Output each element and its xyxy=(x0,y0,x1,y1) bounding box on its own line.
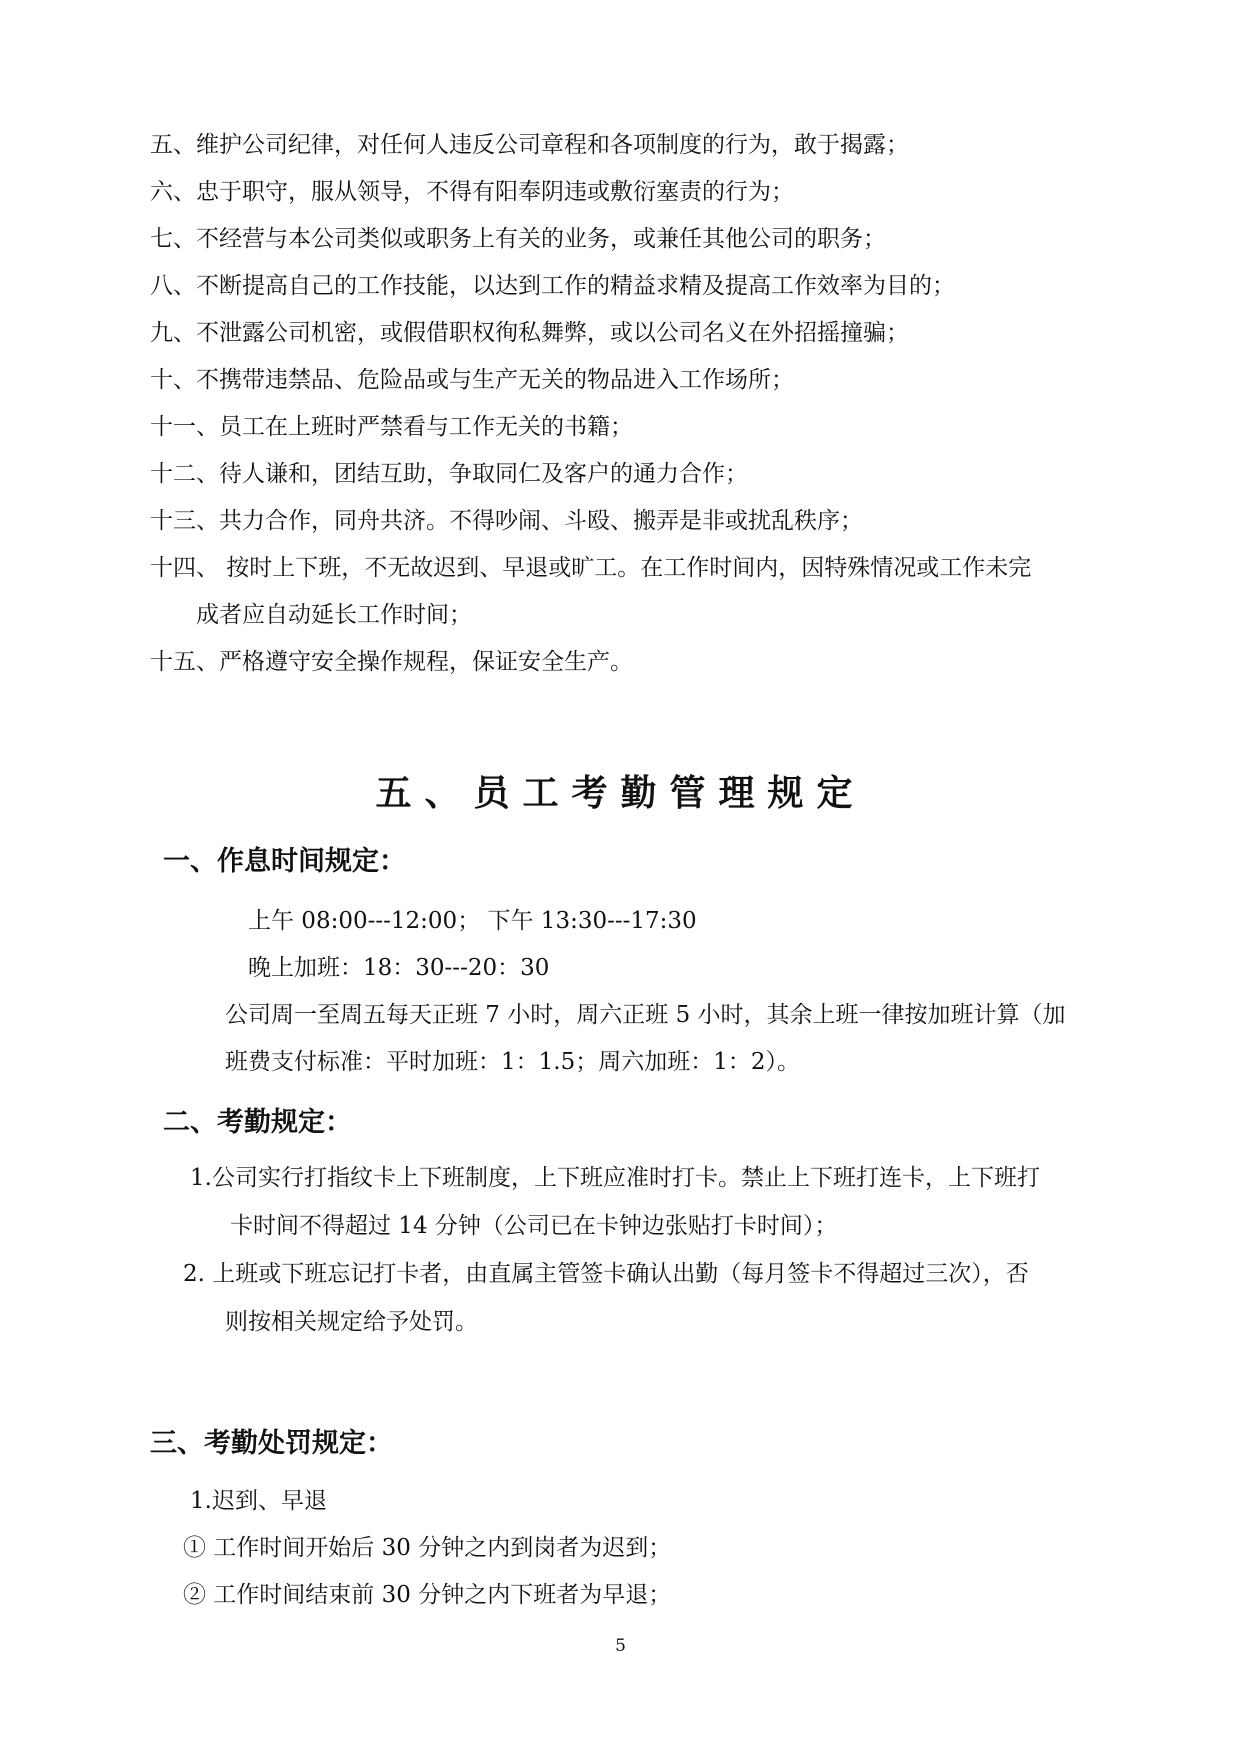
page-number: 5 xyxy=(615,1636,626,1656)
part3-heading: 三、考勤处罚规定： xyxy=(150,1428,393,1459)
overtime-line: 晚上加班：18：30---20：30 xyxy=(248,955,550,981)
attendance-item-continuation: 卡时间不得超过 14 分钟（公司已在卡钟边张贴打卡时间）； xyxy=(230,1213,838,1239)
penalty-item: 1.迟到、早退 xyxy=(190,1488,327,1514)
rule-item: 十三、共力合作，同舟共济。不得吵闹、斗殴、搬弄是非或扰乱秩序； xyxy=(150,508,863,534)
rule-item: 七、不经营与本公司类似或职务上有关的业务，或兼任其他公司的职务； xyxy=(150,226,886,252)
rule-item: 十二、待人谦和，团结互助，争取同仁及客户的通力合作； xyxy=(150,461,748,487)
rule-item-continuation: 成者应自动延长工作时间； xyxy=(196,602,472,628)
work-hours-paragraph: 公司周一至周五每天正班 7 小时，周六正班 5 小时，其余上班一律按加班计算（加 xyxy=(225,1002,1066,1028)
attendance-item-continuation: 则按相关规定给予处罚。 xyxy=(225,1309,478,1335)
rule-item: 六、忠于职守，服从领导，不得有阳奉阴违或敷衍塞责的行为； xyxy=(150,179,794,205)
rule-item: 九、不泄露公司机密，或假借职权徇私舞弊，或以公司名义在外招摇撞骗； xyxy=(150,320,909,346)
rule-item: 十四、 按时上下班，不无故迟到、早退或旷工。在工作时间内，因特殊情况或工作未完 xyxy=(150,555,1032,581)
rule-item: 十五、严格遵守安全操作规程，保证安全生产。 xyxy=(150,649,633,675)
attendance-item: 1.公司实行打指纹卡上下班制度，上下班应准时打卡。禁止上下班打连卡，上下班打 xyxy=(190,1165,1040,1191)
rule-item: 十一、员工在上班时严禁看与工作无关的书籍； xyxy=(150,414,633,440)
schedule-line: 上午 08:00---12:00； 下午 13:30---17:30 xyxy=(248,908,697,934)
rule-item: 八、不断提高自己的工作技能，以达到工作的精益求精及提高工作效率为目的； xyxy=(150,273,955,299)
rule-item: 十、不携带违禁品、危险品或与生产无关的物品进入工作场所； xyxy=(150,367,794,393)
penalty-subitem: ② 工作时间结束前 30 分钟之内下班者为早退； xyxy=(183,1582,672,1608)
rule-item: 五、维护公司纪律，对任何人违反公司章程和各项制度的行为，敢于揭露； xyxy=(150,132,909,158)
work-hours-paragraph-continuation: 班费支付标准：平时加班：1：1.5；周六加班：1：2）。 xyxy=(225,1049,800,1075)
part2-heading: 二、考勤规定： xyxy=(163,1107,352,1138)
attendance-item: 2. 上班或下班忘记打卡者，由直属主管签卡确认出勤（每月签卡不得超过三次），否 xyxy=(183,1261,1029,1287)
part1-heading: 一、作息时间规定： xyxy=(163,846,406,877)
penalty-subitem: ① 工作时间开始后 30 分钟之内到岗者为迟到； xyxy=(183,1535,672,1561)
section-title: 五、员工考勤管理规定 xyxy=(375,773,866,814)
